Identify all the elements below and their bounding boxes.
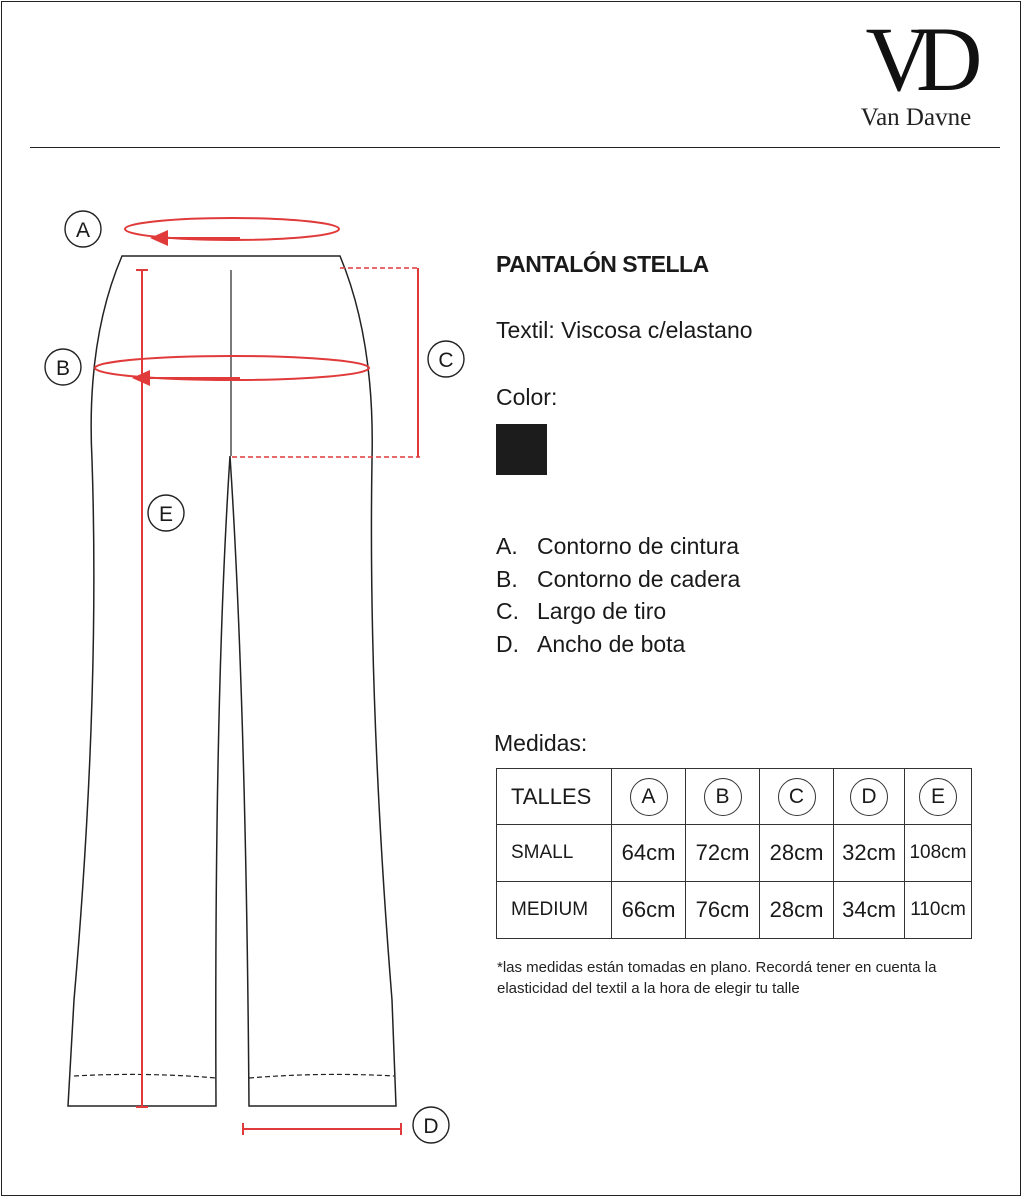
table-header-row xyxy=(497,769,972,825)
value-cell: 28cm xyxy=(760,882,834,939)
legend-text: Ancho de bota xyxy=(537,630,686,657)
header-cell-e xyxy=(905,769,972,825)
table-row xyxy=(497,825,972,882)
legend-text: Contorno de cadera xyxy=(537,565,741,592)
value-cell: 72cm xyxy=(686,825,760,882)
legend-letter: D. xyxy=(496,630,519,657)
measure-a-line xyxy=(125,218,339,240)
header-circle-c: C xyxy=(778,778,816,816)
header-divider xyxy=(30,147,1000,148)
legend-item-a xyxy=(496,530,740,563)
legend-letter: C. xyxy=(496,598,519,624)
header-cell-a xyxy=(612,769,686,825)
value-cell: 64cm xyxy=(612,825,686,882)
color-swatch xyxy=(496,424,547,475)
legend-item-d xyxy=(496,628,740,661)
value-cell: 108cm xyxy=(905,825,972,882)
brand-name: Van Davne xyxy=(860,104,972,131)
size-label: SMALL xyxy=(497,825,612,882)
header-cell-talles: TALLES xyxy=(497,769,612,825)
size-table xyxy=(496,768,972,939)
color-label: Color: xyxy=(496,384,558,410)
label-c-text: C xyxy=(438,349,454,372)
table-row xyxy=(497,882,972,939)
label-e-text: E xyxy=(158,503,174,526)
legend-text: Largo de tiro xyxy=(537,598,667,624)
sizing-note: *las medidas están tomadas en plano. Recordá tener en cuenta la elasticidad del textil a la hora de elegir tu talle xyxy=(497,959,937,997)
header-circle-d: D xyxy=(850,778,888,816)
brand-logo xyxy=(846,8,986,132)
legend-letter: B. xyxy=(496,565,518,592)
header-circle-e: E xyxy=(919,778,957,816)
pants-outline xyxy=(68,256,396,1106)
header-cell-d xyxy=(834,769,905,825)
value-cell: 110cm xyxy=(905,882,972,939)
header-circle-a: A xyxy=(630,778,668,816)
measurement-legend xyxy=(496,530,740,660)
product-title: PANTALÓN STELLA xyxy=(496,251,709,277)
legend-letter: A. xyxy=(496,533,518,559)
value-cell: 28cm xyxy=(760,825,834,882)
header-cell-c xyxy=(760,769,834,825)
fabric-info: Textil: Viscosa c/elastano xyxy=(496,317,753,343)
legend-item-c xyxy=(496,595,740,628)
value-cell: 34cm xyxy=(834,882,905,939)
value-cell: 76cm xyxy=(686,882,760,939)
value-cell: 66cm xyxy=(612,882,686,939)
measurements-heading: Medidas: xyxy=(494,730,588,756)
label-d-text: D xyxy=(423,1115,439,1138)
header-circle-b: B xyxy=(704,778,742,816)
label-b-text: B xyxy=(55,357,71,380)
legend-item-b xyxy=(496,563,740,596)
brand-monogram: VD xyxy=(865,8,967,110)
pants-diagram xyxy=(0,160,480,1160)
size-label: MEDIUM xyxy=(497,882,612,939)
header-cell-b xyxy=(686,769,760,825)
label-a-text: A xyxy=(75,219,91,242)
legend-text: Contorno de cintura xyxy=(537,533,740,559)
value-cell: 32cm xyxy=(834,825,905,882)
